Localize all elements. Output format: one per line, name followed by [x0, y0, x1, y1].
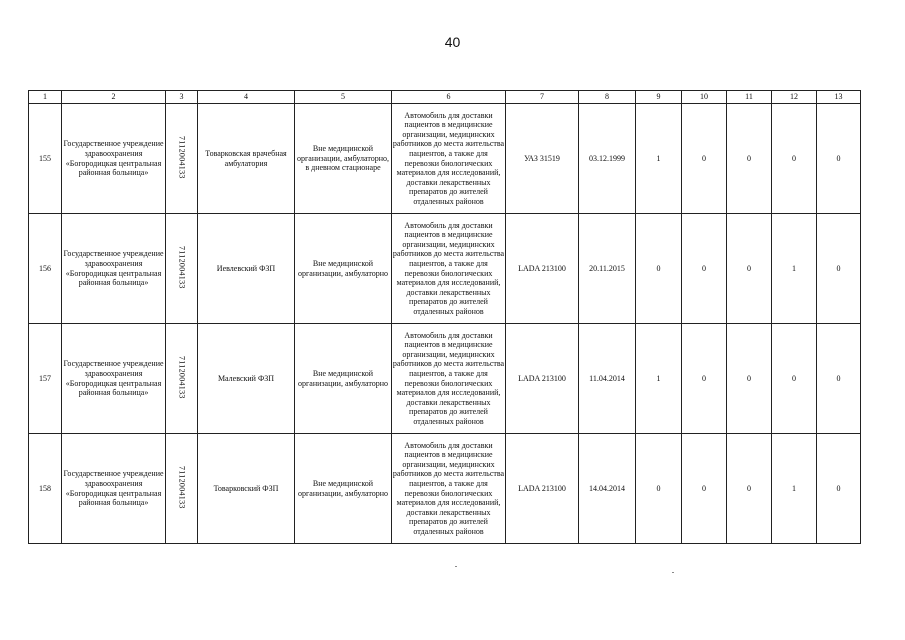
inn-value: 7112004133: [177, 465, 187, 509]
care-conditions: Вне медицинской организации, амбулаторно: [295, 214, 392, 324]
column-header: 1: [29, 91, 62, 104]
vehicle-model: LADA 213100: [506, 214, 579, 324]
organization-name: Государственное учреждение здравоохранения «Богородицкая центральная районная больница»: [62, 324, 166, 434]
care-conditions: Вне медицинской организации, амбулаторно: [295, 324, 392, 434]
column-header: 6: [392, 91, 506, 104]
value-col-9: 1: [636, 104, 682, 214]
value-col-11: 0: [727, 214, 772, 324]
value-col-12: 0: [772, 104, 817, 214]
inn-value: 7112004133: [177, 355, 187, 399]
vehicle-model: УАЗ 31519: [506, 104, 579, 214]
inn-value: 7112004133: [177, 135, 187, 179]
registration-date: 11.04.2014: [579, 324, 636, 434]
column-header: 10: [682, 91, 727, 104]
value-col-11: 0: [727, 434, 772, 544]
table-row: [29, 104, 861, 214]
value-col-9: 1: [636, 324, 682, 434]
vehicle-model: LADA 213100: [506, 434, 579, 544]
column-number-row: [29, 91, 861, 104]
inn-cell: [166, 104, 198, 214]
registration-date: 20.11.2015: [579, 214, 636, 324]
vehicle-registry-table: [28, 90, 861, 544]
value-col-13: 0: [817, 434, 861, 544]
value-col-13: 0: [817, 214, 861, 324]
organization-name: Государственное учреждение здравоохранения «Богородицкая центральная районная больница»: [62, 104, 166, 214]
value-col-13: 0: [817, 324, 861, 434]
page-number: 40: [444, 34, 461, 50]
vehicle-purpose: Автомобиль для доставки пациентов в медицинские организации, медицинских работников до места жительства пациентов, а также для перевозки биологических материалов для исследований, доставки лекарственных препаратов до жителей отдаленных районов: [392, 214, 506, 324]
column-header: 12: [772, 91, 817, 104]
value-col-10: 0: [682, 434, 727, 544]
value-col-11: 0: [727, 324, 772, 434]
table-row: [29, 214, 861, 324]
inn-cell: [166, 214, 198, 324]
registration-date: 03.12.1999: [579, 104, 636, 214]
vehicle-purpose: Автомобиль для доставки пациентов в медицинские организации, медицинских работников до места жительства пациентов, а также для перевозки биологических материалов для исследований, доставки лекарственных препаратов до жителей отдаленных районов: [392, 104, 506, 214]
unit-name: Малевский ФЗП: [198, 324, 295, 434]
row-number: 158: [29, 434, 62, 544]
unit-name: Товарковская врачебная амбулатория: [198, 104, 295, 214]
value-col-11: 0: [727, 104, 772, 214]
value-col-9: 0: [636, 214, 682, 324]
column-header: 9: [636, 91, 682, 104]
care-conditions: Вне медицинской организации, амбулаторно: [295, 434, 392, 544]
vehicle-purpose: Автомобиль для доставки пациентов в медицинские организации, медицинских работников до места жительства пациентов, а также для перевозки биологических материалов для исследований, доставки лекарственных препаратов до жителей отдаленных районов: [392, 324, 506, 434]
column-header: 5: [295, 91, 392, 104]
care-conditions: Вне медицинской организации, амбулаторно, в дневном стационаре: [295, 104, 392, 214]
scan-speck: [455, 566, 457, 567]
row-number: 156: [29, 214, 62, 324]
column-header: 11: [727, 91, 772, 104]
value-col-9: 0: [636, 434, 682, 544]
row-number: 155: [29, 104, 62, 214]
value-col-12: 1: [772, 214, 817, 324]
organization-name: Государственное учреждение здравоохранения «Богородицкая центральная районная больница»: [62, 214, 166, 324]
column-header: 7: [506, 91, 579, 104]
value-col-12: 1: [772, 434, 817, 544]
value-col-13: 0: [817, 104, 861, 214]
inn-cell: [166, 434, 198, 544]
column-header: 8: [579, 91, 636, 104]
organization-name: Государственное учреждение здравоохранения «Богородицкая центральная районная больница»: [62, 434, 166, 544]
scan-speck: [672, 572, 674, 573]
value-col-10: 0: [682, 214, 727, 324]
unit-name: Товарковский ФЗП: [198, 434, 295, 544]
table-row: [29, 324, 861, 434]
value-col-10: 0: [682, 104, 727, 214]
value-col-12: 0: [772, 324, 817, 434]
column-header: 4: [198, 91, 295, 104]
row-number: 157: [29, 324, 62, 434]
vehicle-purpose: Автомобиль для доставки пациентов в медицинские организации, медицинских работников до места жительства пациентов, а также для перевозки биологических материалов для исследований, доставки лекарственных препаратов до жителей отдаленных районов: [392, 434, 506, 544]
registration-date: 14.04.2014: [579, 434, 636, 544]
vehicle-model: LADA 213100: [506, 324, 579, 434]
column-header: 13: [817, 91, 861, 104]
unit-name: Иевлевский ФЗП: [198, 214, 295, 324]
inn-value: 7112004133: [177, 245, 187, 289]
column-header: 2: [62, 91, 166, 104]
value-col-10: 0: [682, 324, 727, 434]
column-header: 3: [166, 91, 198, 104]
inn-cell: [166, 324, 198, 434]
table-row: [29, 434, 861, 544]
